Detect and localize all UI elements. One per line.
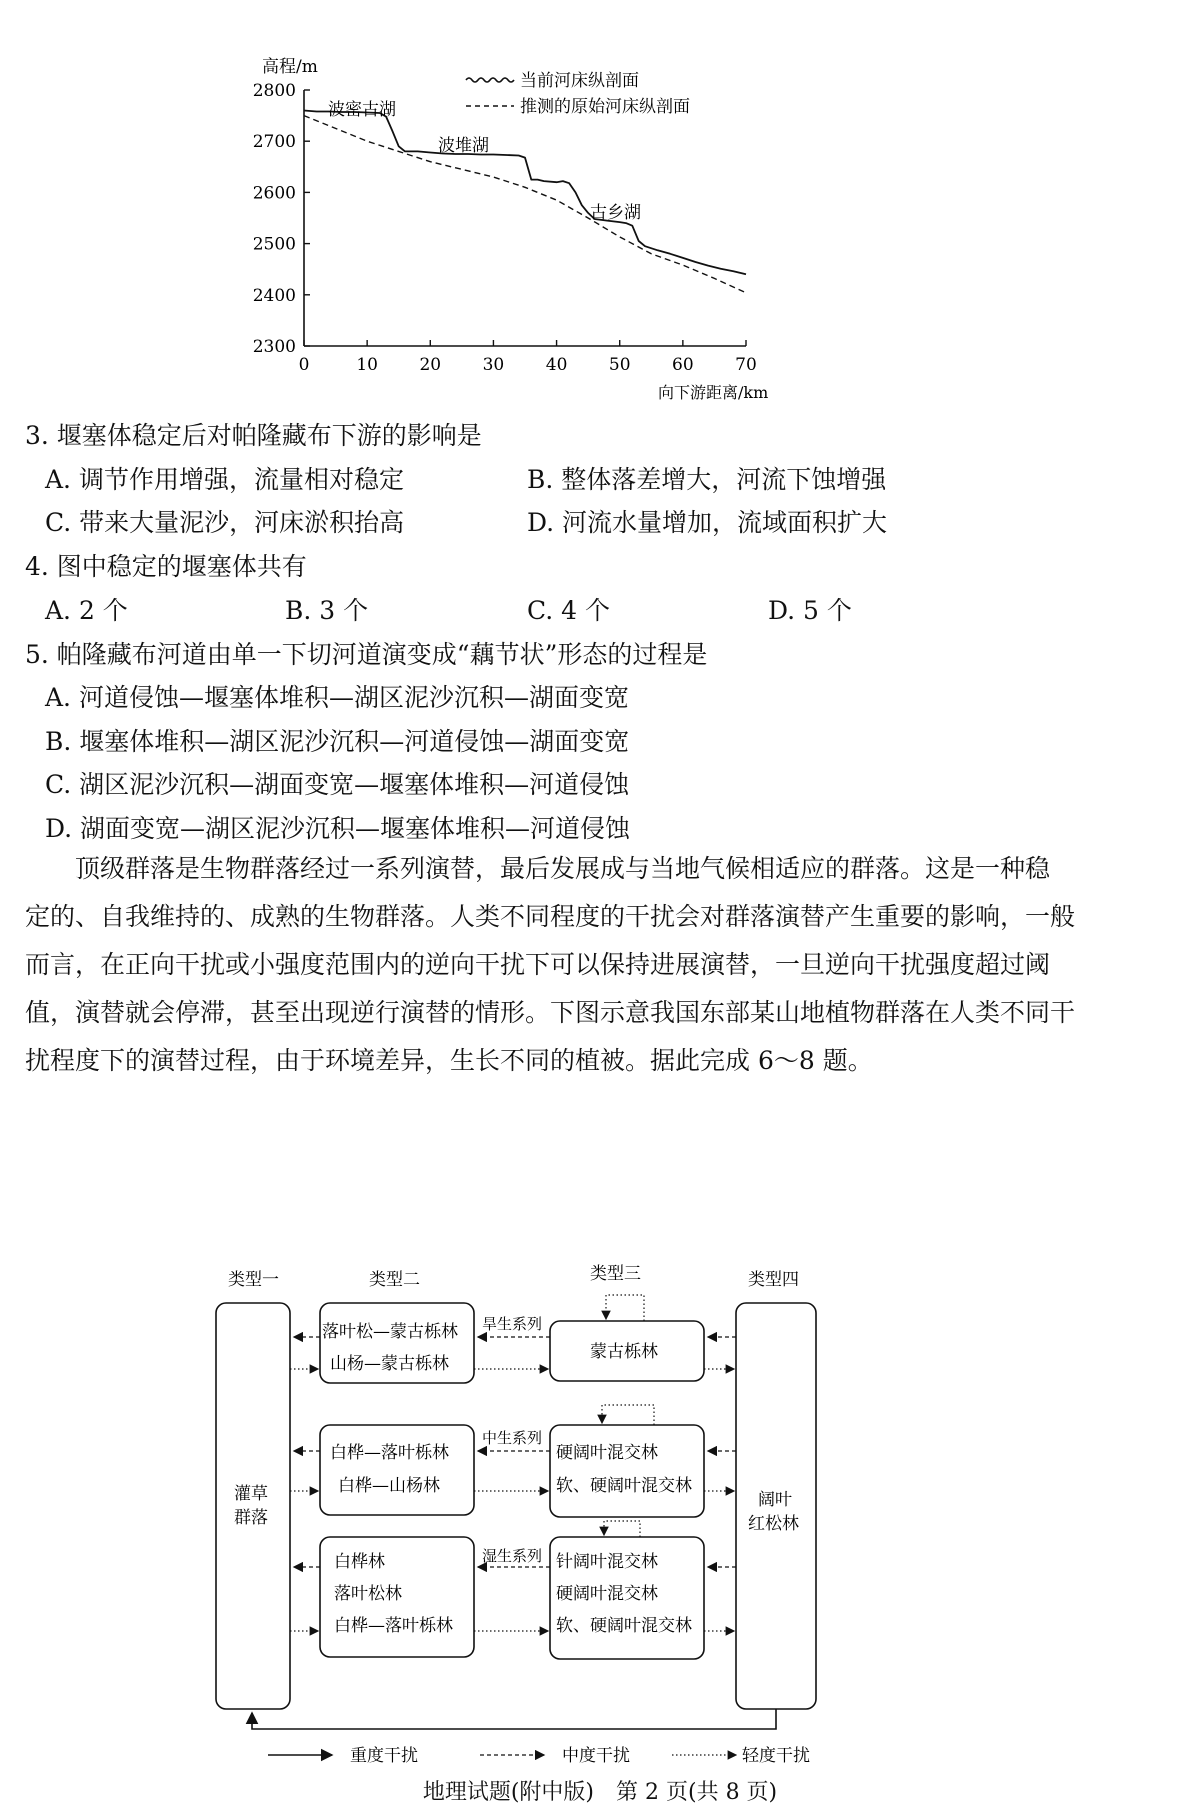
mid-type-3-box [550, 1425, 704, 1517]
y-tick-label: 2800 [252, 81, 296, 101]
dry-type-2-line1: 落叶松—蒙古栎林 [322, 1322, 458, 1342]
arrow-heavy-type4-to-type1 [252, 1709, 776, 1729]
wet-type-2-line2: 落叶松林 [334, 1584, 402, 1604]
passage-line: 定的、自我维持的、成熟的生物群落。人类不同程度的干扰会对群落演替产生重要的影响，一般 [25, 902, 1076, 931]
annotation-guxiang-lake: 古乡湖 [590, 203, 641, 223]
mid-type-3-line1: 硬阔叶混交林 [556, 1443, 658, 1463]
question-3-option-d: D. 河流水量增加，流域面积扩大 [527, 508, 888, 537]
type-1-label-line1: 灌草 [234, 1484, 268, 1504]
question-4-option-c: C. 4 个 [527, 596, 610, 625]
question-5-option-d: D. 湖面变宽—湖区泥沙沉积—堰塞体堆积—河道侵蚀 [45, 814, 631, 843]
question-4-stem: 4. 图中稳定的堰塞体共有 [25, 552, 307, 581]
dry-type-3-line1: 蒙古栎林 [590, 1342, 658, 1362]
type-1-label-line2: 群落 [234, 1508, 268, 1528]
mid-type-2-line1: 白桦—落叶栎林 [330, 1443, 449, 1463]
x-tick-label: 10 [356, 355, 378, 375]
x-tick-label: 40 [545, 355, 568, 375]
succession-diagram [228, 1255, 980, 1766]
y-tick-label: 2500 [252, 234, 296, 255]
question-3-stem: 3. 堰塞体稳定后对帕隆藏布下游的影响是 [25, 421, 482, 450]
x-tick-label: 0 [298, 355, 310, 375]
question-3-option-a: A. 调节作用增强，流量相对稳定 [45, 465, 404, 494]
type-2-header: 类型二 [369, 1270, 420, 1290]
passage-line: 值，演替就会停滞，甚至出现逆行演替的情形。下图示意我国东部某山地植物群落在人类不同干 [25, 998, 1076, 1027]
question-5-option-b: B. 堰塞体堆积—湖区泥沙沉积—河道侵蚀—湖面变宽 [45, 727, 630, 756]
x-tick-label: 50 [608, 355, 631, 375]
question-3-option-b: B. 整体落差增大，河流下蚀增强 [527, 465, 887, 494]
annotation-bodui-lake: 波堆湖 [438, 136, 489, 156]
series-current-profile-line [304, 111, 746, 275]
type-1-header: 类型一 [228, 1270, 279, 1290]
series-layer [304, 111, 746, 293]
wet-series-label: 湿生系列 [482, 1547, 543, 1565]
question-4-option-d: D. 5 个 [768, 596, 852, 625]
question-5-option-c: C. 湖区泥沙沉积—湖面变宽—堰塞体堆积—河道侵蚀 [45, 770, 630, 799]
type-4-label-line2: 红松林 [748, 1514, 799, 1534]
legend-wavy-line-sample [466, 78, 514, 82]
wet-type-3-line1: 针阔叶混交林 [556, 1552, 658, 1572]
y-tick-label: 2400 [252, 285, 296, 306]
mid-series-label: 中生系列 [482, 1429, 543, 1447]
type-4-label-line1: 阔叶 [758, 1490, 792, 1510]
arrow-mid-t3-self-loop [602, 1405, 654, 1425]
type-3-header: 类型三 [590, 1264, 641, 1284]
passage-line: 而言，在正向干扰或小强度范围内的逆向干扰下可以保持进展演替，一旦逆向干扰强度超过阈 [25, 950, 1051, 979]
passage-line: 顶级群落是生物群落经过一系列演替，最后发展成与当地气候相适应的群落。这是一种稳 [25, 854, 1051, 883]
mid-type-3-line2: 软、硬阔叶混交林 [556, 1476, 692, 1496]
y-ticks [253, 81, 310, 357]
question-5-stem: 5. 帕隆藏布河道由单一下切河道演变成“藕节状”形态的过程是 [25, 640, 708, 669]
x-tick-label: 30 [482, 355, 505, 375]
x-axis-label: 向下游距离/km [658, 383, 769, 402]
question-4-option-a: A. 2 个 [45, 596, 128, 625]
x-tick-label: 20 [419, 355, 442, 375]
page-footer: 地理试题(附中版) 第 2 页(共 8 页) [422, 1780, 778, 1805]
legend-heavy-label: 重度干扰 [350, 1746, 418, 1766]
annotation-bomi-lake: 波密古湖 [328, 100, 396, 120]
type-1-box [216, 1303, 290, 1709]
x-tick-label: 70 [735, 355, 757, 375]
y-tick-label: 2600 [252, 183, 296, 204]
series-original-profile-line [304, 116, 746, 293]
question-5-option-a: A. 河道侵蚀—堰塞体堆积—湖区泥沙沉积—湖面变宽 [45, 683, 629, 712]
legend-current-profile: 当前河床纵剖面 [520, 71, 639, 91]
legend-light-label: 轻度干扰 [742, 1746, 810, 1766]
y-tick-label: 2700 [252, 132, 296, 153]
x-tick-label: 60 [672, 355, 694, 375]
mid-type-2-line2: 白桦—山杨林 [338, 1476, 440, 1496]
wet-type-2-line1: 白桦林 [334, 1552, 385, 1572]
mid-type-2-box [320, 1425, 474, 1515]
legend-original-profile: 推测的原始河床纵剖面 [520, 97, 690, 117]
wet-type-2-line3: 白桦—落叶栎林 [334, 1616, 453, 1636]
y-tick-label: 2300 [252, 337, 296, 357]
wet-type-3-line2: 硬阔叶混交林 [556, 1584, 658, 1604]
question-3-option-c: C. 带来大量泥沙，河床淤积抬高 [45, 508, 405, 537]
type-4-header: 类型四 [748, 1270, 799, 1290]
y-axis-label: 高程/m [262, 57, 318, 77]
passage-line: 扰程度下的演替过程，由于环境差异，生长不同的植被。据此完成 6～8 题。 [25, 1046, 873, 1075]
arrow-wet-t3-self-loop [604, 1521, 640, 1537]
legend-medium-label: 中度干扰 [562, 1746, 630, 1766]
passage [25, 845, 1185, 1085]
wet-type-3-line3: 软、硬阔叶混交林 [556, 1616, 692, 1636]
dry-type-2-line2: 山杨—蒙古栎林 [330, 1354, 449, 1374]
question-4-option-b: B. 3 个 [285, 596, 369, 625]
dry-series-label: 旱生系列 [482, 1315, 543, 1333]
arrow-dry-t3-self-loop [606, 1295, 644, 1321]
